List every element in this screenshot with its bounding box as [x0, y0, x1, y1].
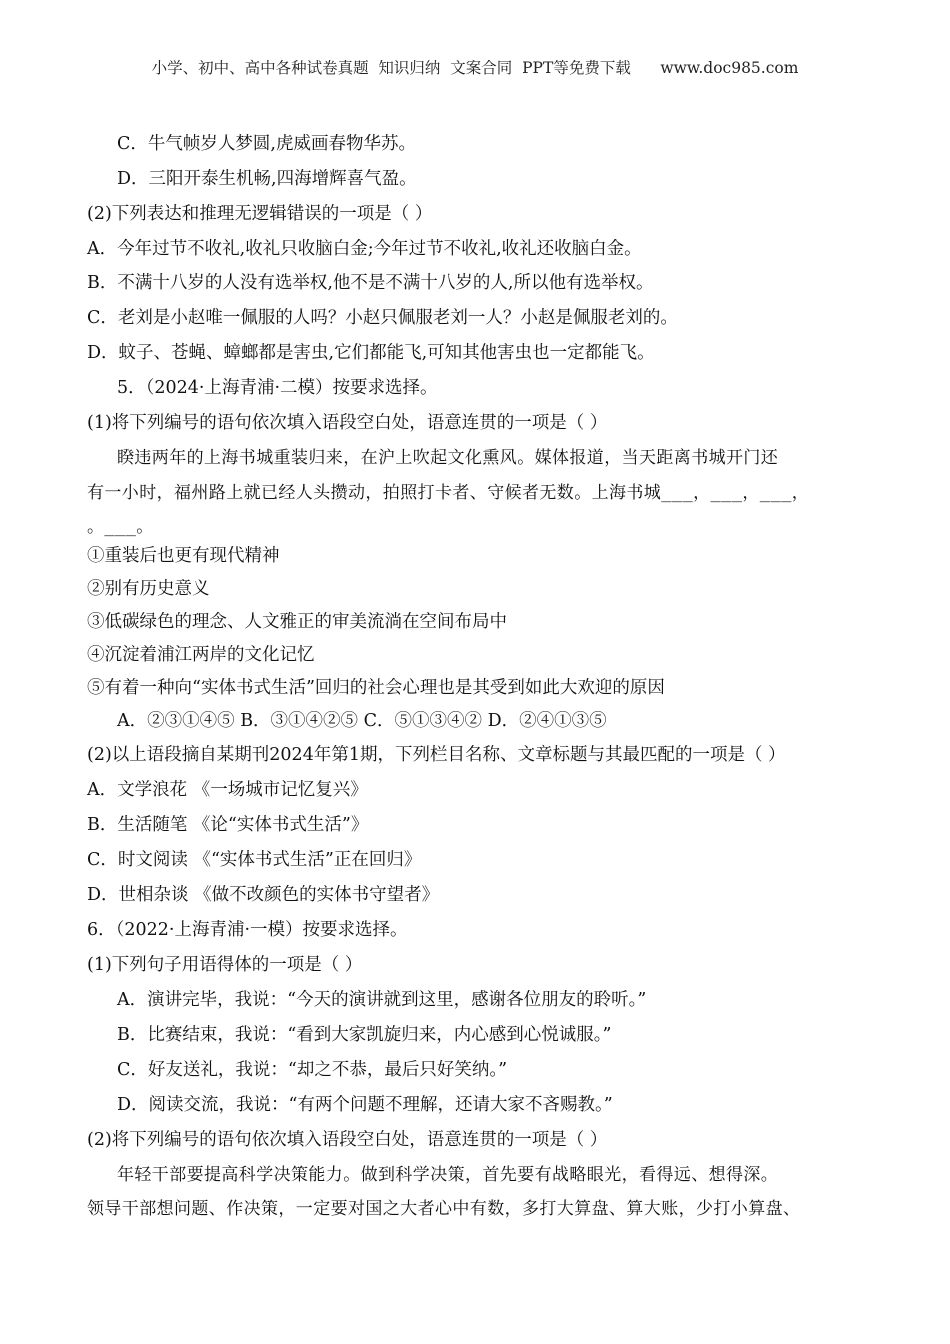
option-line: A．文学浪花 《一场城市记忆复兴》	[87, 780, 368, 800]
sentence-item: ⑤有着一种向“实体书式生活”回归的社会心理也是其受到如此大欢迎的原因	[87, 678, 665, 698]
question-line: (2)以上语段摘自某期刊2024年第1期，下列栏目名称、文章标题与其最匹配的一项是（ ）	[87, 745, 786, 765]
answer-options: A．②③①④⑤ B．③①④②⑤ C．⑤①③④② D．②④①③⑤	[117, 711, 607, 731]
passage-line: 年轻干部要提高科学决策能力。做到科学决策，首先要有战略眼光，看得远、想得深。	[117, 1165, 779, 1185]
option-line: D．世相杂谈 《做不改颜色的实体书守望者》	[87, 885, 440, 905]
option-line: D．三阳开泰生机畅,四海增辉喜气盈。	[117, 169, 417, 189]
option-line: C．好友送礼，我说：“却之不恭，最后只好笑纳。”	[117, 1060, 508, 1080]
page-header: 小学、初中、高中各种试卷真题 知识归纳 文案合同 PPT等免费下载 www.doc985.com	[151, 59, 799, 77]
question-heading: 6．（2022·上海青浦·一模）按要求选择。	[87, 920, 408, 940]
question-line: (1)将下列编号的语句依次填入语段空白处，语意连贯的一项是（ ）	[87, 413, 608, 433]
sentence-item: ①重装后也更有现代精神	[87, 546, 280, 566]
option-line: B．比赛结束，我说：“看到大家凯旋归来，内心感到心悦诚服。”	[117, 1025, 612, 1045]
option-line: A．今年过节不收礼,收礼只收脑白金;今年过节不收礼,收礼还收脑白金。	[87, 239, 642, 259]
question-line: (2)将下列编号的语句依次填入语段空白处，语意连贯的一项是（ ）	[87, 1130, 608, 1150]
option-line: D．阅读交流，我说：“有两个问题不理解，还请大家不吝赐教。”	[117, 1095, 613, 1115]
option-line: D．蚊子、苍蝇、蟑螂都是害虫,它们都能飞,可知其他害虫也一定都能飞。	[87, 343, 655, 363]
passage-line: 领导干部想问题、作决策，一定要对国之大者心中有数，多打大算盘、算大账，少打小算盘、	[87, 1199, 801, 1219]
passage-line: 。___。	[87, 517, 154, 537]
sentence-item: ②别有历史意义	[87, 579, 210, 599]
option-line: B．不满十八岁的人没有选举权,他不是不满十八岁的人,所以他有选举权。	[87, 273, 654, 293]
question-heading: 5．（2024·上海青浦·二模）按要求选择。	[117, 378, 438, 398]
option-line: A．演讲完毕，我说：“今天的演讲就到这里，感谢各位朋友的聆听。”	[117, 990, 647, 1010]
sentence-item: ④沉淀着浦江两岸的文化记忆	[87, 645, 315, 665]
passage-line: 睽违两年的上海书城重装归来，在沪上吹起文化熏风。媒体报道，当天距离书城开门还	[117, 448, 779, 468]
sentence-item: ③低碳绿色的理念、人文雅正的审美流淌在空间布局中	[87, 612, 507, 632]
option-line: C．时文阅读 《“实体书式生活”正在回归》	[87, 850, 422, 870]
question-line: (2)下列表达和推理无逻辑错误的一项是（ ）	[87, 204, 433, 224]
option-line: B．生活随笔 《论“实体书式生活”》	[87, 815, 369, 835]
question-line: (1)下列句子用语得体的一项是（ ）	[87, 955, 363, 975]
passage-line: 有一小时，福州路上就已经人头攒动，拍照打卡者、守候者无数。上海书城___，___，___，	[87, 483, 810, 503]
option-line: C．牛气帧岁人梦圆,虎威画春物华苏。	[117, 134, 416, 154]
option-line: C．老刘是小赵唯一佩服的人吗？小赵只佩服老刘一人？小赵是佩服老刘的。	[87, 308, 678, 328]
